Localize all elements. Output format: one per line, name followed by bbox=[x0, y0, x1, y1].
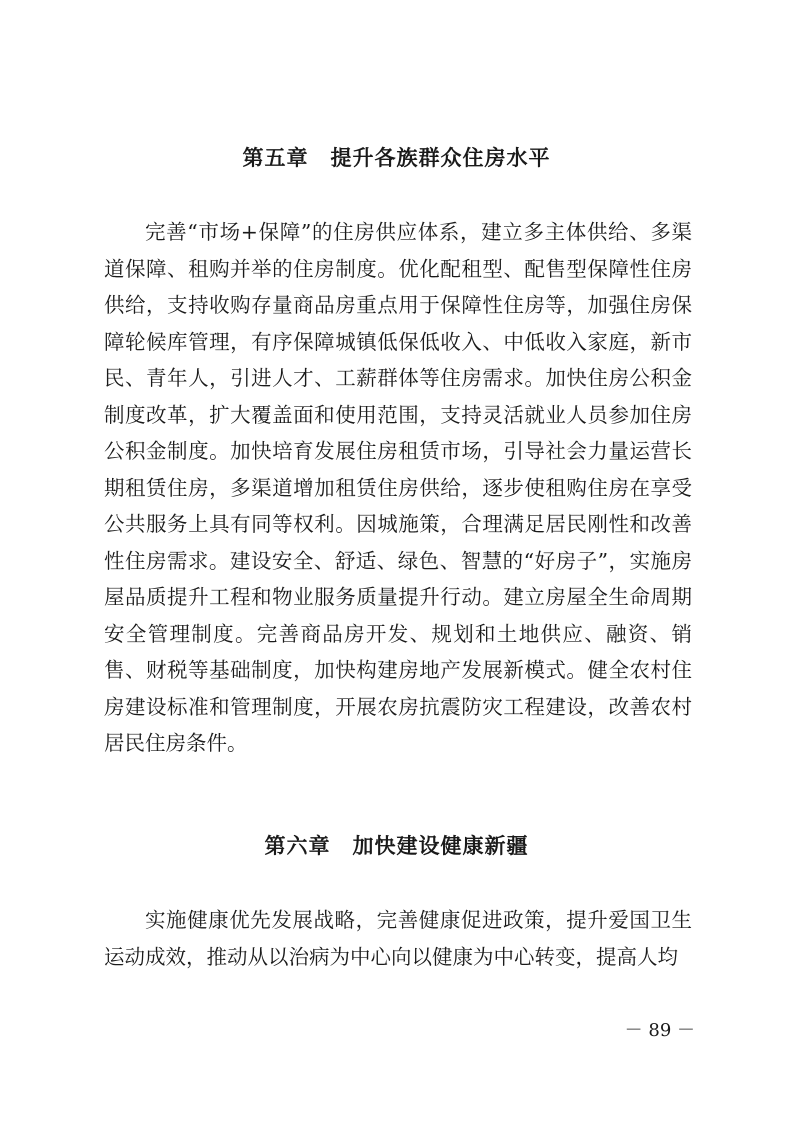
chapter-5-title: 第五章 提升各族群众住房水平 bbox=[242, 145, 551, 170]
chapter-5-body: 完善“市场+保障”的住房供应体系，建立多主体供给、多渠道保障、租购并举的住房制度。优化配租型、配售型保障性住房供给，支持收购存量商品房重点用于保障性住房等，加强住房保障轮候库管理，有序保障城镇低保低收入、中低收入家庭，新市民、青年人，引进人才、工薪群体等住房需求。加快住房公积金制度改革，扩大覆盖面和使用范围，支持灵活就业人员参加住房公积金制度。加快培育发展住房租赁市场，引导社会力量运营长期租赁住房，多渠道增加租赁住房供给，逐步使租购住房在享受公共服务上具有同等权利。因城施策，合理满足居民刚性和改善性住房需求。建设安全、舒适、绿色、智慧的“好房子”，实施房屋品质提升工程和物业服务质量提升行动。建立房屋全生命周期安全管理制度。完善商品房开发、规划和土地供应、融资、销售、财税等基础制度，加快构建房地产发展新模式。健全农村住房建设标准和管理制度，开展农房抗震防灾工程建设，改善农村居民住房条件。 bbox=[104, 220, 692, 755]
page-number: － 89 － bbox=[624, 1020, 695, 1041]
chapter-6-title: 第六章 加快建设健康新疆 bbox=[264, 833, 529, 858]
chapter-6-body: 实施健康优先发展战略，完善健康促进政策，提升爱国卫生运动成效，推动从以治病为中心向以健康为中心转变，提高人均 bbox=[104, 908, 692, 969]
